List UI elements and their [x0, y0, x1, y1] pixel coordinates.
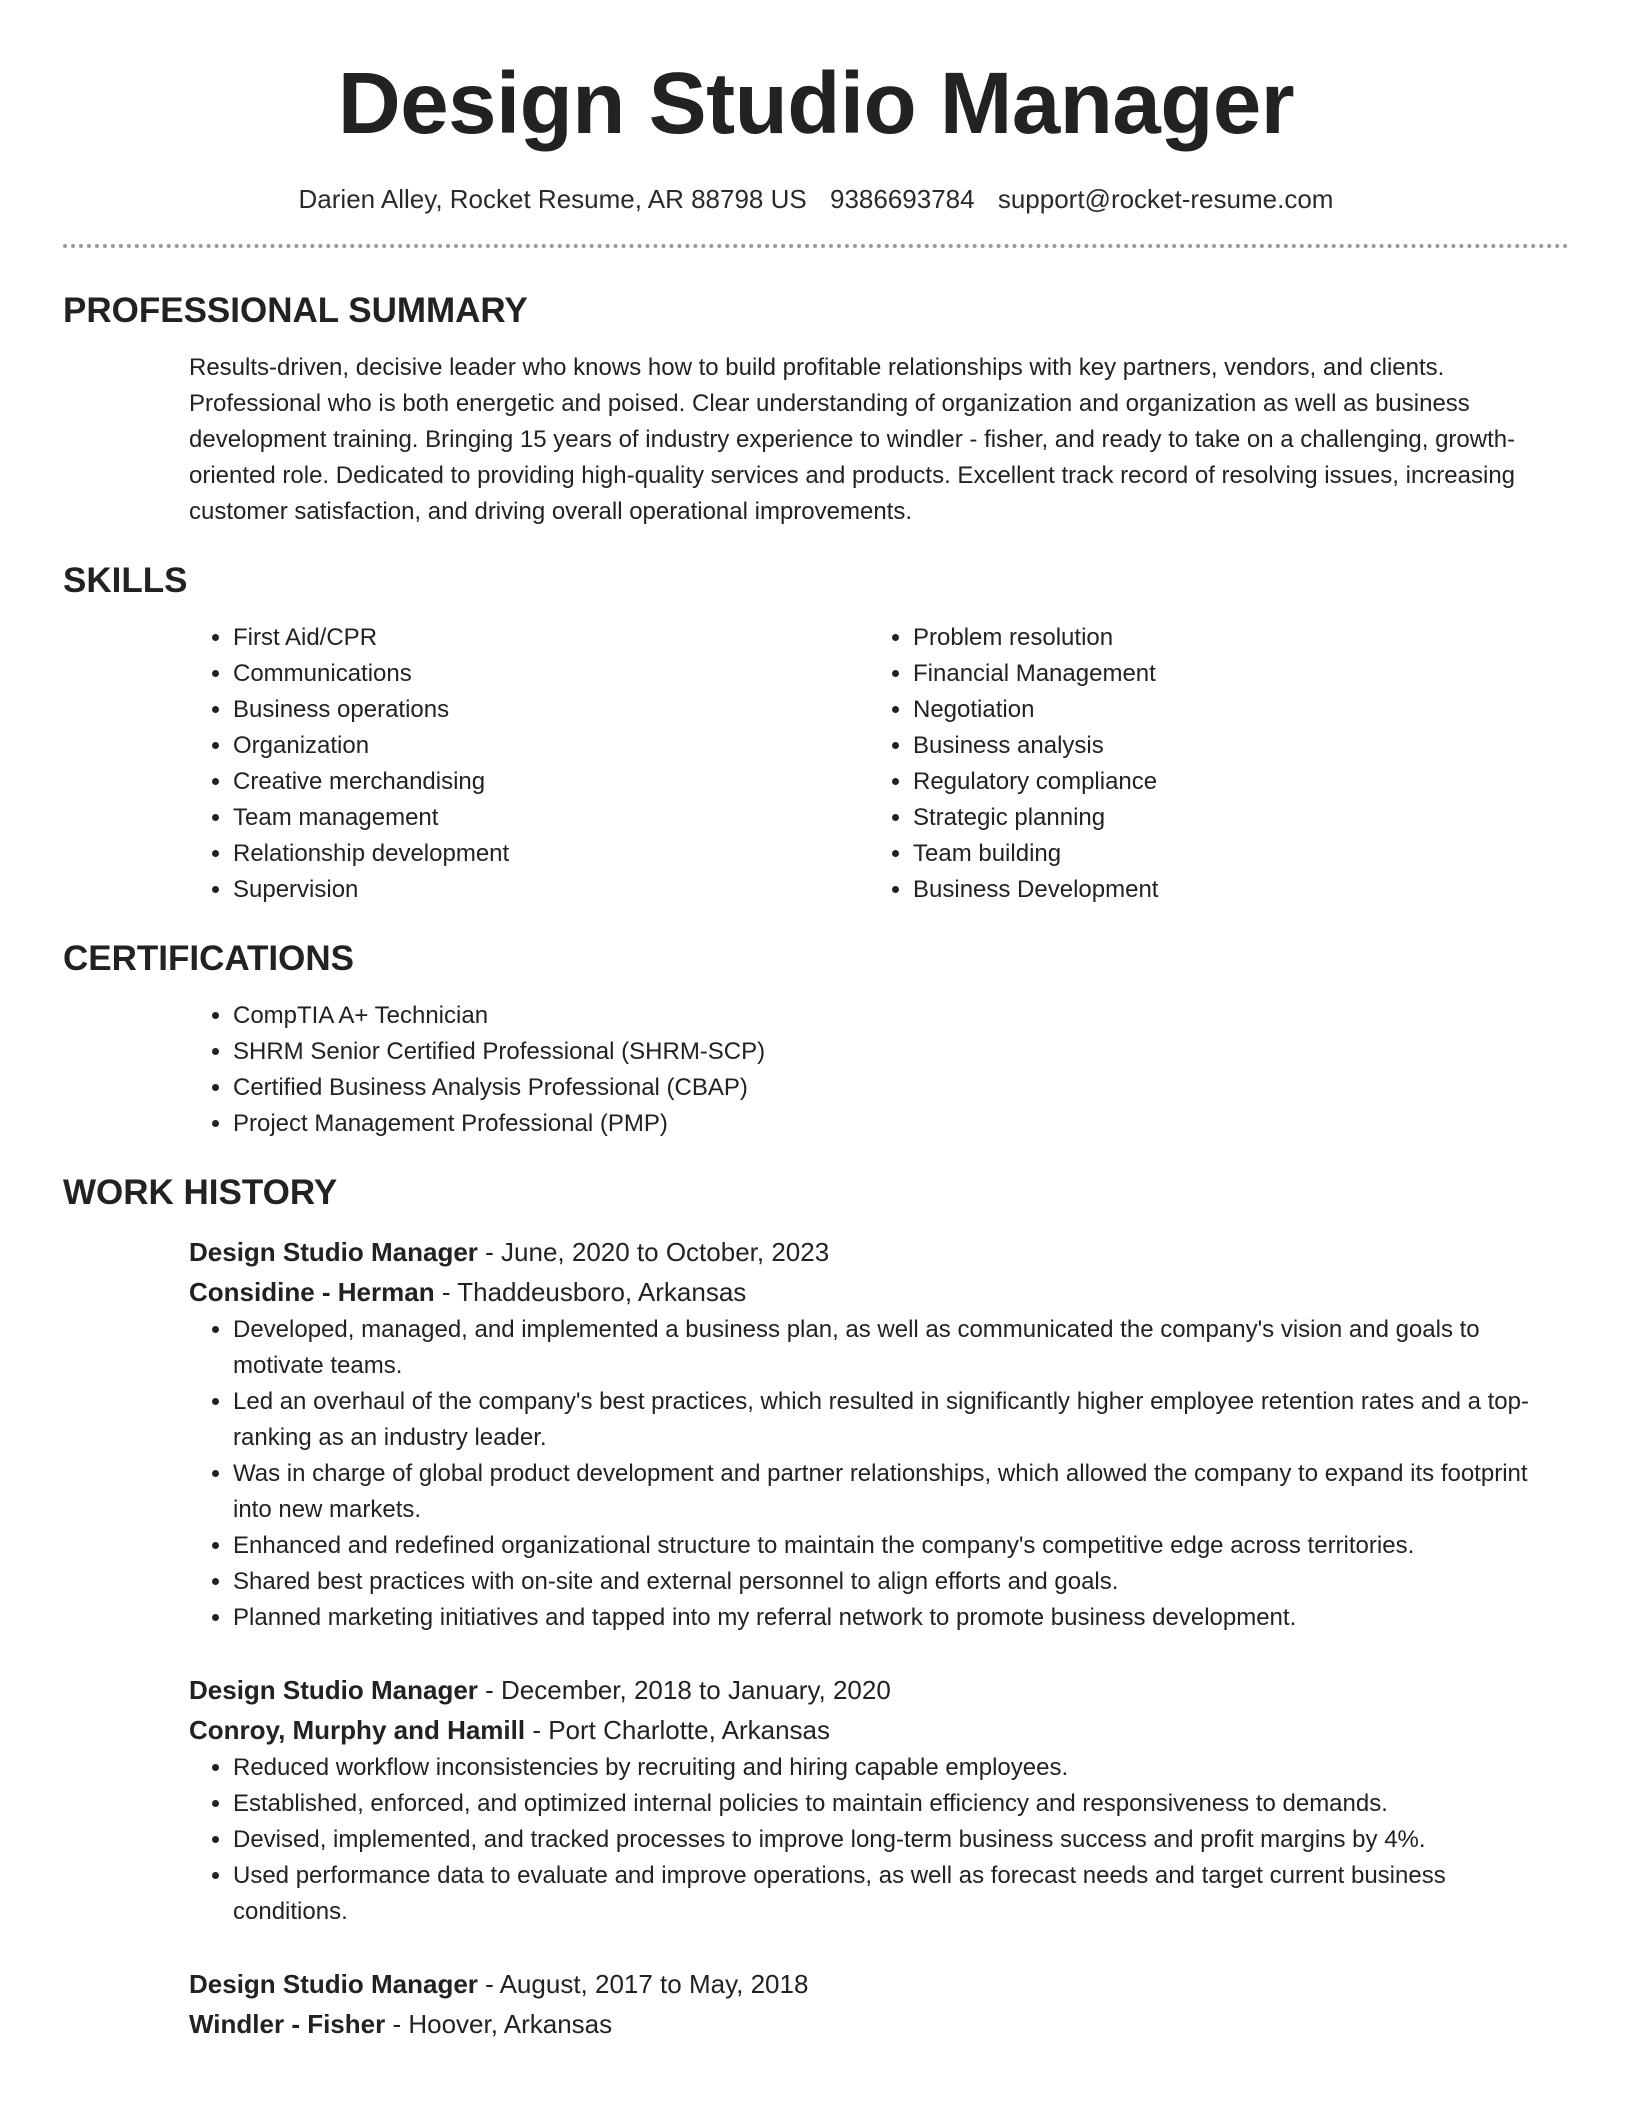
work-history-section — [63, 1172, 1569, 2044]
skill-item: • Regulatory compliance — [913, 764, 1549, 800]
job-role: Design Studio Manager — [189, 1675, 478, 1705]
job-bullet: • Led an overhaul of the company's best practices, which resulted in significantly higher employee retention rates and a top-ranking as an industry leader. — [233, 1384, 1569, 1456]
skill-item: • Business Development — [913, 872, 1549, 908]
skill-item: • Negotiation — [913, 692, 1549, 728]
summary-title: PROFESSIONAL SUMMARY — [63, 291, 528, 330]
job-dates: - August, 2017 to May, 2018 — [477, 1969, 809, 1999]
certifications-title: CERTIFICATIONS — [63, 939, 355, 978]
certification-item: • Certified Business Analysis Professional (CBAP) — [233, 1070, 1569, 1106]
resume-name: Design Studio Manager — [337, 55, 1295, 152]
job-bullet: • Was in charge of global product development and partner relationships, which allowed the company to expand its footprint into new markets. — [233, 1456, 1569, 1528]
skill-item: • Strategic planning — [913, 800, 1549, 836]
certification-item: • CompTIA A+ Technician — [233, 998, 1569, 1034]
skills-grid — [189, 620, 1569, 908]
skills-section — [63, 560, 1569, 908]
job-dates: - June, 2020 to October, 2023 — [477, 1237, 830, 1267]
job-bullet: • Enhanced and redefined organizational structure to maintain the company's competitive edge across territories. — [233, 1528, 1569, 1564]
job-bullet: • Shared best practices with on-site and external personnel to align efforts and goals. — [233, 1564, 1569, 1600]
work-history-title: WORK HISTORY — [63, 1173, 338, 1212]
job-role-line — [189, 1964, 1569, 2004]
skill-item: • Business analysis — [913, 728, 1549, 764]
job-role: Design Studio Manager — [189, 1237, 478, 1267]
summary-text: Results-driven, decisive leader who knows how to build profitable relationships with key partners, vendors, and clients. Professional who is both energetic and poised. Clear understanding of organization and organization as well as business development training. Bringing 15 years of industry experience to windler - fisher, and ready to take on a challenging, growth-oriented role. Dedicated to providing high-quality services and products. Excellent track record of resolving issues, increasing customer satisfaction, and driving overall operational improvements. — [189, 354, 1516, 525]
skill-item: • Creative merchandising — [233, 764, 869, 800]
job-bullet: • Planned marketing initiatives and tapped into my referral network to promote business development. — [233, 1600, 1569, 1636]
job-location: - Hoover, Arkansas — [385, 2009, 613, 2039]
job-location: - Thaddeusboro, Arkansas — [434, 1277, 747, 1307]
job-bullet: • Devised, implemented, and tracked processes to improve long-term business success and profit margins by 4%. — [233, 1822, 1569, 1858]
job-bullet-list — [189, 1312, 1569, 1636]
skill-item: • Communications — [233, 656, 869, 692]
contact-phone: 9386693784 — [829, 184, 975, 214]
job-role: Design Studio Manager — [189, 1969, 478, 1999]
certification-item: • Project Management Professional (PMP) — [233, 1106, 1569, 1142]
summary-section — [63, 290, 1569, 530]
skill-item: • Relationship development — [233, 836, 869, 872]
skill-item: • Financial Management — [913, 656, 1549, 692]
job-role-line — [189, 1232, 1569, 1272]
skill-item: • First Aid/CPR — [233, 620, 869, 656]
contact-address: Darien Alley, Rocket Resume, AR 88798 US — [298, 184, 807, 214]
skill-item: • Problem resolution — [913, 620, 1549, 656]
skills-column-left — [189, 620, 869, 908]
job-bullet: • Reduced workflow inconsistencies by recruiting and hiring capable employees. — [233, 1750, 1569, 1786]
job-entry — [189, 1964, 1569, 2044]
resume-header — [63, 52, 1569, 216]
job-entry — [189, 1670, 1569, 1930]
job-company: Considine - Herman — [189, 1277, 435, 1307]
header-divider — [63, 244, 1569, 248]
job-bullet: • Used performance data to evaluate and improve operations, as well as forecast needs and target current business conditions. — [233, 1858, 1569, 1930]
job-company: Windler - Fisher — [189, 2009, 386, 2039]
certification-item: • SHRM Senior Certified Professional (SHRM-SCP) — [233, 1034, 1569, 1070]
job-role-line — [189, 1670, 1569, 1710]
job-dates: - December, 2018 to January, 2020 — [477, 1675, 891, 1705]
job-bullet: • Established, enforced, and optimized internal policies to maintain efficiency and responsiveness to demands. — [233, 1786, 1569, 1822]
job-company: Conroy, Murphy and Hamill — [189, 1715, 526, 1745]
job-location: - Port Charlotte, Arkansas — [525, 1715, 831, 1745]
skill-item: • Supervision — [233, 872, 869, 908]
skill-item: • Organization — [233, 728, 869, 764]
skills-column-right — [869, 620, 1549, 908]
skills-title: SKILLS — [63, 561, 188, 600]
job-bullet: • Developed, managed, and implemented a business plan, as well as communicated the company's vision and goals to motivate teams. — [233, 1312, 1569, 1384]
job-company-line — [189, 2004, 1569, 2044]
contact-line — [63, 182, 1569, 216]
certifications-section — [63, 938, 1569, 1142]
job-company-line — [189, 1272, 1569, 1312]
job-bullet-list — [189, 1750, 1569, 1930]
skill-item: • Business operations — [233, 692, 869, 728]
job-entry — [189, 1232, 1569, 1636]
skill-item: • Team building — [913, 836, 1549, 872]
skill-item: • Team management — [233, 800, 869, 836]
job-company-line — [189, 1710, 1569, 1750]
contact-email: support@rocket-resume.com — [997, 184, 1334, 214]
